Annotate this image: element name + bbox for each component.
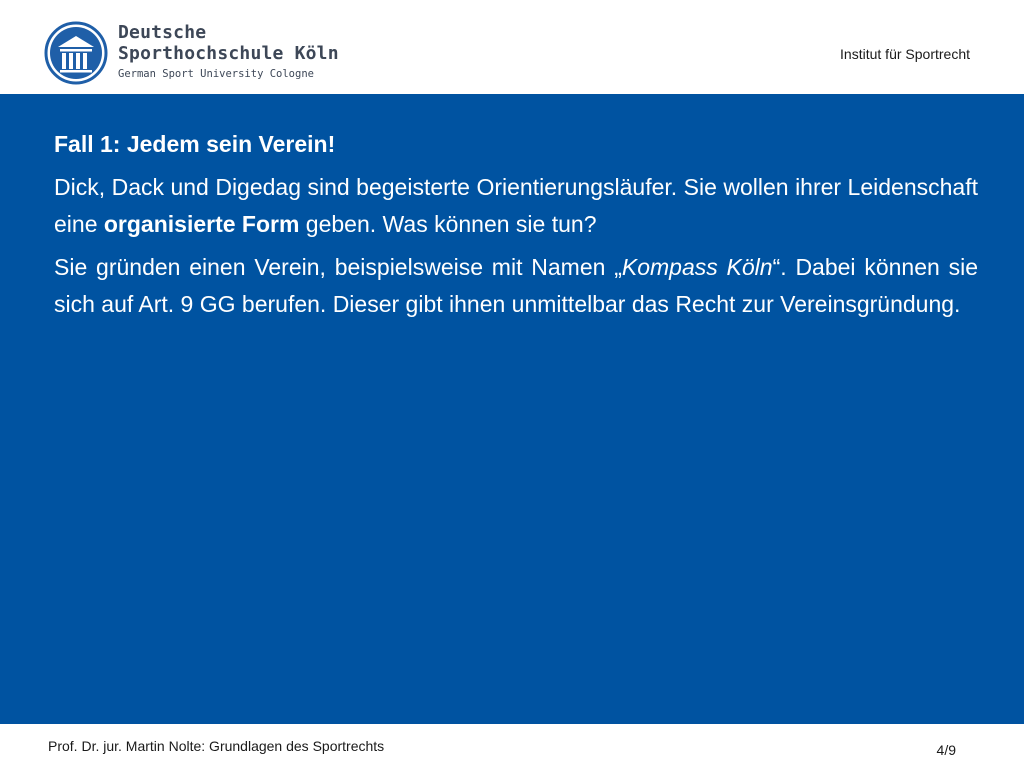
wordmark-line-3: German Sport University Cologne bbox=[118, 68, 314, 80]
slide-body bbox=[0, 94, 1024, 724]
temple-columns-icon bbox=[44, 21, 108, 85]
case-title: Fall 1: Jedem sein Verein! bbox=[54, 131, 336, 157]
case-answer-text-1: Sie gründen einen Verein, beispielsweise mit Namen „ bbox=[54, 254, 622, 280]
case-answer-text-2: “. Dabei können sie sich auf Art. 9 GG berufen. Dieser gibt ihnen unmittelbar das Recht zur Vereinsgründung. bbox=[54, 254, 978, 317]
slide-content bbox=[54, 126, 978, 329]
case-description bbox=[54, 169, 978, 243]
case-description-emphasis: organisierte Form bbox=[103, 211, 300, 237]
footer-author: Prof. Dr. jur. Martin Nolte: Grundlagen des Sportrechts bbox=[48, 738, 385, 754]
page-number: 4/9 bbox=[936, 742, 956, 758]
case-description-text-1: Dick, Dack und Digedag sind begeisterte Orientierungsläufer. Sie wollen ihrer Leidenschaft eine bbox=[54, 174, 978, 237]
slide-header bbox=[0, 0, 1024, 94]
slide-footer bbox=[0, 724, 1024, 768]
case-description-text-2: geben. Was können sie tun? bbox=[299, 211, 597, 237]
case-answer bbox=[54, 249, 978, 323]
university-wordmark bbox=[118, 22, 339, 82]
wordmark-line-2: Sporthochschule Köln bbox=[118, 43, 339, 64]
wordmark-line-1: Deutsche bbox=[118, 22, 207, 43]
institute-name: Institut für Sportrecht bbox=[840, 46, 970, 62]
club-name: Kompass Köln bbox=[621, 254, 773, 280]
